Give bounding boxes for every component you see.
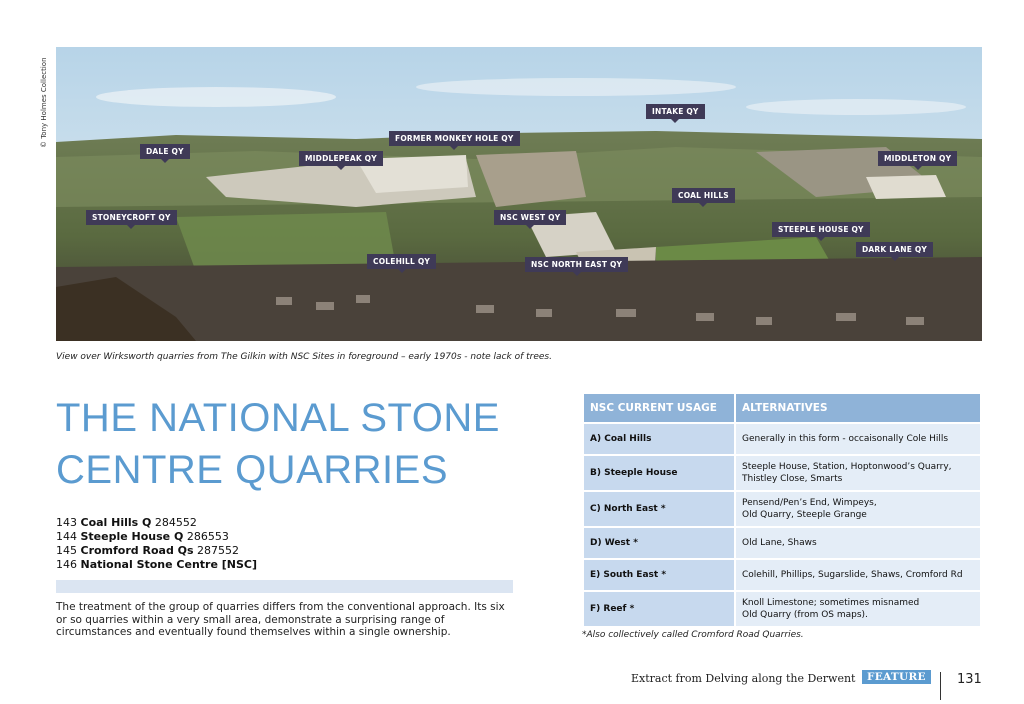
alternatives-cell: Generally in this form - occaisonally Cole Hills xyxy=(736,424,980,454)
alternatives-cell: Knoll Limestone; sometimes misnamed Old Quarry (from OS maps). xyxy=(736,592,980,626)
label-intake-qy: INTAKE QY xyxy=(646,104,705,119)
quarry-names-table xyxy=(582,392,982,628)
alternatives-cell: Steeple House, Station, Hoptonwood’s Quarry, Thistley Close, Smarts xyxy=(736,456,980,490)
usage-cell: A) Coal Hills xyxy=(584,424,734,454)
page-number: 131 xyxy=(957,672,982,687)
column-header-alternatives: ALTERNATIVES xyxy=(736,394,980,422)
usage-cell: F) Reef * xyxy=(584,592,734,626)
usage-cell: E) South East * xyxy=(584,560,734,590)
table-header-row xyxy=(584,394,980,422)
label-dark-lane-qy: DARK LANE QY xyxy=(856,242,933,257)
label-coal-hills: COAL HILLS xyxy=(672,188,735,203)
table-footnote: *Also collectively called Cromford Road Quarries. xyxy=(582,630,804,640)
label-former-monkey-hole-qy: FORMER MONKEY HOLE QY xyxy=(389,131,520,146)
label-middleton-qy: MIDDLETON QY xyxy=(878,151,957,166)
table-row xyxy=(584,456,980,490)
table-row xyxy=(584,560,980,590)
reference-item: 146 National Stone Centre [NSC] xyxy=(56,558,258,571)
reference-item: 144 Steeple House Q 286553 xyxy=(56,530,229,543)
title-line-1: THE NATIONAL STONE xyxy=(56,396,500,440)
alternatives-cell: Colehill, Phillips, Sugarslide, Shaws, Cromford Rd xyxy=(736,560,980,590)
usage-cell: B) Steeple House xyxy=(584,456,734,490)
label-middlepeak-qy: MIDDLEPEAK QY xyxy=(299,151,383,166)
usage-cell: D) West * xyxy=(584,528,734,558)
label-nsc-west-qy: NSC WEST QY xyxy=(494,210,566,225)
photo-credit: © Tony Holmes Collection xyxy=(40,57,48,148)
photo-caption: View over Wirksworth quarries from The Gilkin with NSC Sites in foreground – early 1970s - note lack of trees. xyxy=(56,352,552,362)
table-row xyxy=(584,424,980,454)
label-stoneycroft-qy: STONEYCROFT QY xyxy=(86,210,177,225)
alternatives-cell: Pensend/Pen’s End, Wimpeys, Old Quarry, Steeple Grange xyxy=(736,492,980,526)
feature-badge: FEATURE xyxy=(862,670,931,684)
label-colehill-qy: COLEHILL QY xyxy=(367,254,436,269)
quarry-panorama-photo xyxy=(56,47,982,341)
table-row xyxy=(584,528,980,558)
title-line-2: CENTRE QUARRIES xyxy=(56,448,448,492)
quarry-references xyxy=(56,516,257,572)
footer-source-text: Extract from Delving along the Derwent xyxy=(631,672,856,685)
table-row xyxy=(584,492,980,526)
reference-item: 145 Cromford Road Qs 287552 xyxy=(56,544,240,557)
panorama-image xyxy=(56,47,982,341)
section-divider-bar xyxy=(56,580,513,593)
footer-divider xyxy=(940,672,941,700)
alternatives-cell: Old Lane, Shaws xyxy=(736,528,980,558)
intro-paragraph: The treatment of the group of quarries differs from the conventional approach. Its six or so quarries within a very small area, demonstrate a surprising range of circumstances and eventually found themselves within a single ownership. xyxy=(56,601,505,638)
label-nsc-north-east-qy: NSC NORTH EAST QY xyxy=(525,257,628,272)
column-header-usage: NSC CURRENT USAGE xyxy=(584,394,734,422)
usage-cell: C) North East * xyxy=(584,492,734,526)
label-dale-qy: DALE QY xyxy=(140,144,190,159)
table-row xyxy=(584,592,980,626)
reference-item: 143 Coal Hills Q 284552 xyxy=(56,516,197,529)
page-title xyxy=(56,392,500,496)
label-steeple-house-qy: STEEPLE HOUSE QY xyxy=(772,222,870,237)
